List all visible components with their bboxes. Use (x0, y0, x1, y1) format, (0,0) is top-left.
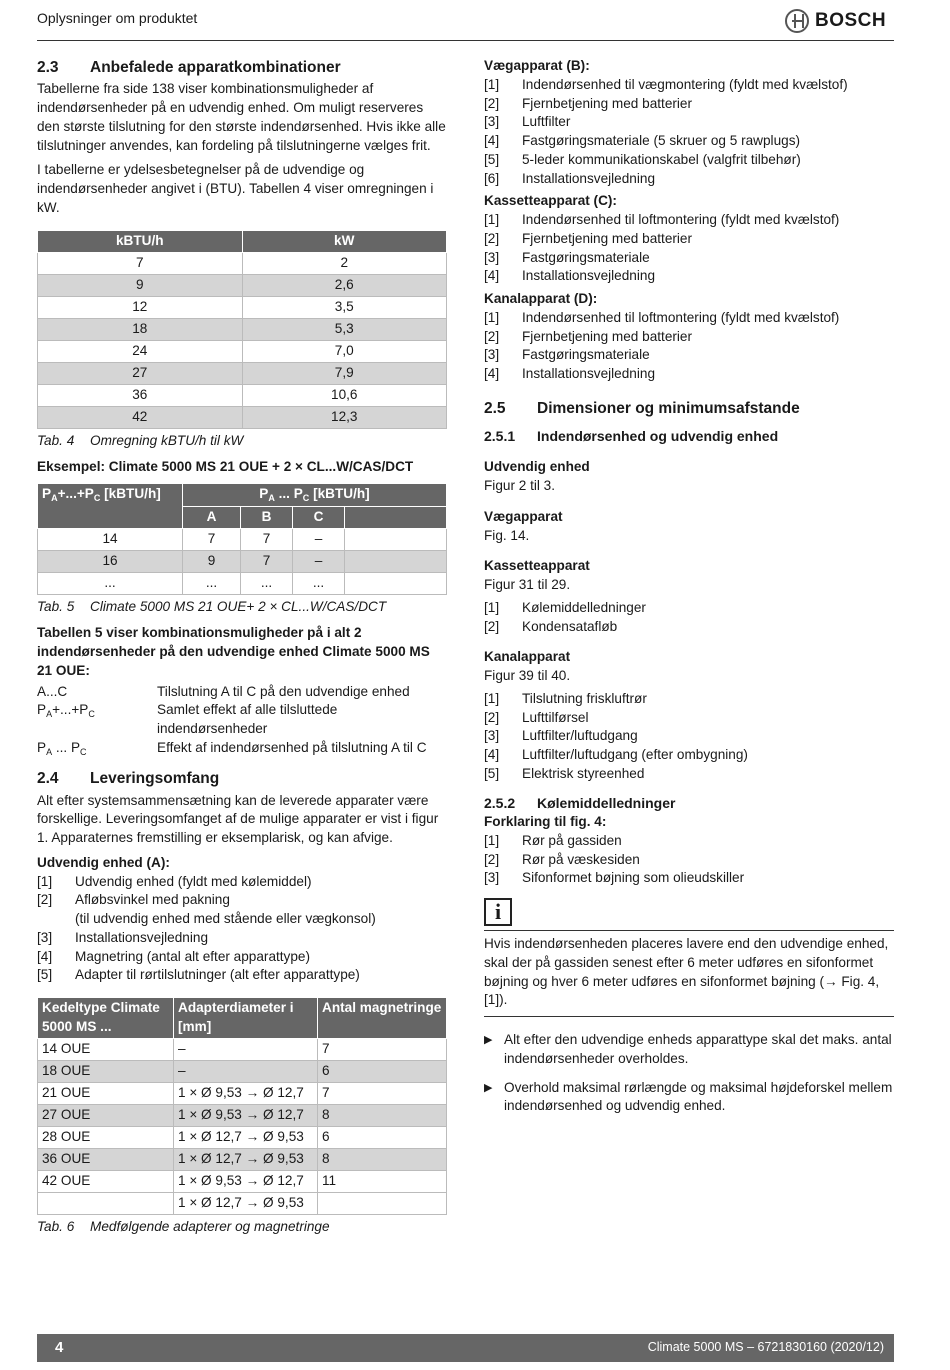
table-6-cell: 21 OUE (38, 1082, 174, 1104)
symbol-definitions (37, 683, 447, 759)
list-item (37, 948, 447, 967)
table-6-cell: 1 × Ø 12,7 → Ø 9,53 (174, 1126, 318, 1148)
table-4-row (38, 384, 447, 406)
table-6-cell: 8 (318, 1148, 447, 1170)
list-item (484, 211, 894, 230)
table-4-cell: 42 (38, 406, 243, 428)
list-item (484, 765, 894, 784)
duct-unit-list (484, 309, 894, 384)
list-item-text: Elektrisk styreenhed (522, 765, 645, 781)
info-rule (484, 930, 894, 931)
cassette-dim-heading: Kassetteapparat (484, 558, 590, 574)
table-5-row (38, 572, 447, 594)
list-item (484, 170, 894, 189)
definition-row: $P_A+...+P_C$ Samlet effekt af alle tilsluttede indendørsenheder (37, 702, 338, 737)
list-item-text: Rør på væskesiden (522, 851, 640, 867)
table-4-header: kBTU/h (38, 230, 243, 252)
example-heading: Eksempel: Climate 5000 MS 21 OUE + 2 × CL...W/CAS/DCT (37, 459, 414, 475)
outdoor-dim-heading: Udvendig enhed (484, 459, 590, 475)
cassette-dim-text: Figur 31 til 29. (484, 577, 571, 593)
list-item-text: Indendørsenhed til loftmontering (fyldt med kvælstof) (522, 309, 840, 325)
instruction-bullet (484, 1031, 894, 1069)
table-4-cell: 2 (242, 252, 447, 274)
list-item (484, 132, 894, 151)
table-4-header: kW (242, 230, 447, 252)
table-6-cell: 18 OUE (38, 1060, 174, 1082)
duct-unit-heading: Kanalapparat (D): (484, 291, 598, 306)
list-item-text: Installationsvejledning (75, 929, 209, 945)
bosch-logo (785, 8, 886, 34)
duct-dim-heading: Kanalapparat (484, 649, 571, 665)
outdoor-unit-heading: Udvendig enhed (A): (37, 854, 170, 870)
left-column (37, 57, 447, 1244)
table-4-row (38, 406, 447, 428)
outdoor-dim-text: Figur 2 til 3. (484, 478, 556, 494)
list-item-text: Kølemiddelledninger (522, 599, 646, 615)
section-2-5-2-heading: 2.5.2 Kølemiddelledninger (484, 794, 676, 811)
table-6-cell (38, 1192, 174, 1214)
section-2-3-heading: 2.3 Anbefalede apparatkombinationer (37, 59, 341, 76)
list-item (484, 709, 894, 728)
list-item-number: [2] (484, 709, 500, 725)
table-4-cell: 18 (38, 318, 243, 340)
outdoor-unit-list (37, 873, 447, 986)
list-item-text: Fjernbetjening med batterier (522, 328, 693, 344)
table-5-sub-header: A (183, 506, 241, 528)
table-6-row (38, 1192, 447, 1214)
list-item (484, 309, 894, 328)
list-item-text: Udvendig enhed (fyldt med kølemiddel) (75, 873, 312, 889)
table-4-cell: 12 (38, 296, 243, 318)
table-6-cell: 6 (318, 1060, 447, 1082)
section-2-4-heading: 2.4 Leveringsomfang (37, 770, 220, 788)
table-6-row (38, 1126, 447, 1148)
table-6-cell: 1 × Ø 9,53 → Ø 12,7 (174, 1170, 318, 1192)
list-item-text: Installationsvejledning (522, 366, 656, 381)
table-6-cell: 6 (318, 1126, 447, 1148)
table-4-row (38, 274, 447, 296)
table-6 (37, 997, 447, 1215)
table-5-cell: 7 (183, 528, 241, 550)
list-item (484, 151, 894, 170)
table-4-row (38, 362, 447, 384)
table-6-row (38, 1038, 447, 1060)
list-item (484, 727, 894, 746)
table-6-cell: 36 OUE (38, 1148, 174, 1170)
list-item-text: Luftfilter (522, 114, 571, 130)
wall-dim-heading: Vægapparat (484, 508, 563, 524)
list-item (484, 618, 894, 637)
list-item (484, 249, 894, 268)
table-6-cell: 42 OUE (38, 1170, 174, 1192)
table-6-cell: 7 (318, 1038, 447, 1060)
table-6-row (38, 1082, 447, 1104)
list-item-number: [3] (484, 728, 500, 744)
list-item-text: Sifonformet bøjning som olieudskiller (522, 870, 745, 886)
list-item-text: Indendørsenhed til loftmontering (fyldt med kvælstof) (522, 212, 840, 227)
table-5-row (38, 528, 447, 550)
list-item-text: Luftfilter/luftudgang (522, 728, 638, 744)
header-section-title: Oplysninger om produktet (37, 10, 198, 26)
table-6-header: Kedeltype Climate 5000 MS ... (38, 998, 174, 1039)
table-5-cell: ... (241, 572, 293, 594)
table-5-cell: 9 (183, 550, 241, 572)
table-5-cell: ... (293, 572, 345, 594)
table-6-header: Adapterdiameter i [mm] (174, 998, 318, 1039)
table-5-cell (345, 550, 447, 572)
table-6-cell: 1 × Ø 12,7 → Ø 9,53 (174, 1192, 318, 1214)
list-item (484, 869, 894, 888)
legend-list (484, 832, 894, 888)
list-item-text: Rør på gassiden (522, 832, 622, 848)
list-item (37, 966, 447, 985)
triangle-bullet-icon: ▶ (484, 1034, 493, 1046)
section-2-3-paragraph-1: Tabellerne fra side 138 viser kombinationsmuligheder af indendørsenheder på en udvendig enhed. Om muligt reserveres den største tilslutning for den største indendørsenhed. Hvis ikke alle tilslutninger anvendes, kan fordeling på tilslutningerne vælges frit. (37, 81, 446, 153)
table-5-sub-header: B (241, 506, 293, 528)
table-4-cell: 27 (38, 362, 243, 384)
list-item-number: [1] (484, 309, 500, 325)
table-6-cell (318, 1192, 447, 1214)
table-4-cell: 36 (38, 384, 243, 406)
list-item (484, 346, 894, 365)
wall-unit-heading: Vægapparat (B): (484, 58, 590, 73)
list-item-text: Indendørsenhed til vægmontering (fyldt med kvælstof) (522, 76, 848, 92)
list-item-text: (til udvendig enhed med stående eller vægkonsol) (75, 911, 376, 927)
table-6-header: Antal magnetringe (318, 998, 447, 1039)
list-item (37, 873, 447, 892)
list-item-number: [4] (484, 133, 500, 148)
right-column (484, 57, 894, 1116)
instruction-text: Alt efter den udvendige enheds apparattype skal det maks. antal indendørsenheder overholdes. (504, 1032, 892, 1066)
table-5-sub-header: C (293, 506, 345, 528)
page-footer (37, 1334, 894, 1362)
table-5-cell: ... (183, 572, 241, 594)
table-4-cell: 24 (38, 340, 243, 362)
legend-heading: Forklaring til fig. 4: (484, 814, 607, 829)
info-text: Hvis indendørsenheden placeres lavere end den udvendige enhed, skal der på gassiden senest efter 6 meter udføres en sifonformet bøjning og hver 6 meter udføres en sifonformet bøjning (→ Fig. 4, [1]). (484, 936, 889, 1008)
list-item-number: [4] (37, 948, 53, 964)
table-4-row (38, 296, 447, 318)
table-4-cell: 3,5 (242, 296, 447, 318)
table-6-cell: 8 (318, 1104, 447, 1126)
table-4-cell: 5,3 (242, 318, 447, 340)
table-6-cell: – (174, 1038, 318, 1060)
table-6-caption: Tab. 6 Medfølgende adapterer og magnetringe (37, 1218, 330, 1234)
list-item (37, 891, 447, 910)
list-item (484, 690, 894, 709)
list-item-text: Fjernbetjening med batterier (522, 95, 693, 111)
list-item-number: [5] (484, 765, 500, 781)
list-item (484, 599, 894, 618)
table-6-cell: 11 (318, 1170, 447, 1192)
list-item (484, 832, 894, 851)
list-item-text: Fastgøringsmateriale (522, 249, 650, 265)
list-item-number: [2] (484, 328, 500, 344)
table-5-cell: 7 (241, 550, 293, 572)
table-5-description-heading: Tabellen 5 viser kombinationsmuligheder på i alt 2 indendørsenheder på den udvendige enhed Climate 5000 MS 21 OUE: (37, 625, 430, 678)
info-notice (484, 898, 894, 1017)
list-item-number: [2] (484, 851, 500, 867)
table-4-cell: 7,9 (242, 362, 447, 384)
list-item-number: [3] (484, 114, 500, 130)
list-item-text: Fastgøringsmateriale (522, 347, 650, 363)
table-4-row (38, 340, 447, 362)
list-item-text: Installationsvejledning (522, 170, 656, 186)
list-item-number: [1] (484, 212, 500, 227)
list-item (484, 328, 894, 347)
list-item-text: Fjernbetjening med batterier (522, 230, 693, 246)
list-item-number: [5] (484, 151, 500, 167)
list-item-number: [1] (484, 832, 500, 848)
list-item-number: [1] (484, 76, 500, 92)
brand-name: BOSCH (815, 10, 887, 31)
definition-row: A...C Tilslutning A til C på den udvendige enhed (37, 683, 410, 699)
table-6-row (38, 1148, 447, 1170)
table-5-cell (345, 572, 447, 594)
list-item-number: [6] (484, 170, 500, 186)
table-5-cell: ... (38, 572, 183, 594)
table-5-range-header: $P_A$ ... $P_C$ [kBTU/h] (183, 484, 447, 506)
list-item (37, 910, 447, 929)
table-5-cell: 14 (38, 528, 183, 550)
table-6-cell: 28 OUE (38, 1126, 174, 1148)
table-6-row (38, 1060, 447, 1082)
list-item-number: [4] (484, 268, 500, 284)
table-4-cell: 10,6 (242, 384, 447, 406)
list-item-text: 5-leder kommunikationskabel (valgfrit tilbehør) (522, 151, 801, 167)
table-4-caption: Tab. 4 Omregning kBTU/h til kW (37, 432, 244, 448)
page-number: 4 (55, 1338, 64, 1356)
section-2-4-paragraph: Alt efter systemsammensætning kan de leverede apparater være forskellige. Leveringsomfanget af de mulige apparater er vist i figur 1. Apparaternes fremstilling er eksemplarisk, og kan afvige. (37, 792, 439, 846)
table-5-sum-header: $P_A+...+P_C$ [kBTU/h] (38, 484, 183, 528)
wall-dim-text: Fig. 14. (484, 527, 530, 543)
table-6-cell: 1 × Ø 9,53 → Ø 12,7 (174, 1082, 318, 1104)
list-item-number: [3] (37, 929, 53, 945)
triangle-bullet-icon: ▶ (484, 1081, 493, 1094)
table-6-cell: 1 × Ø 12,7 → Ø 9,53 (174, 1148, 318, 1170)
instruction-text: Overhold maksimal rørlængde og maksimal højdeforskel mellem indendørsenhed og udvendig enhed. (504, 1079, 893, 1114)
table-6-cell: 27 OUE (38, 1104, 174, 1126)
table-4-row (38, 318, 447, 340)
list-item-number: [1] (484, 599, 500, 615)
duct-dim-text: Figur 39 til 40. (484, 668, 571, 684)
list-item (484, 851, 894, 870)
table-4-cell: 7,0 (242, 340, 447, 362)
list-item-text: Tilslutning friskluftrør (522, 690, 647, 706)
list-item-number: [3] (484, 870, 500, 886)
table-5-cell: – (293, 528, 345, 550)
list-item-text: Adapter til rørtilslutninger (alt efter apparattype) (75, 967, 360, 983)
list-item (484, 267, 894, 286)
table-5-cell: 16 (38, 550, 183, 572)
list-item-number: [2] (37, 892, 53, 908)
list-item (484, 230, 894, 249)
section-2-5-heading: 2.5 Dimensioner og minimumsafstande (484, 399, 800, 417)
list-item-number: [4] (484, 366, 500, 381)
list-item-number: [5] (37, 967, 53, 983)
list-item (484, 365, 894, 384)
table-6-row (38, 1104, 447, 1126)
table-5-row (38, 550, 447, 572)
table-4 (37, 230, 447, 429)
list-item-text: Fastgøringsmateriale (5 skruer og 5 rawplugs) (522, 133, 801, 148)
table-5-cell: 7 (241, 528, 293, 550)
list-item-number: [1] (37, 873, 53, 889)
list-item (484, 113, 894, 132)
cassette-dim-list (484, 599, 894, 637)
table-5-cell: – (293, 550, 345, 572)
list-item-number: [3] (484, 249, 500, 265)
table-5-cell (345, 528, 447, 550)
list-item-number: [4] (484, 747, 500, 763)
list-item-number: [3] (484, 347, 500, 363)
list-item-text: Luftfilter/luftudgang (efter ombygning) (522, 747, 748, 763)
list-item-number (37, 910, 75, 929)
list-item-text: Afløbsvinkel med pakning (75, 892, 230, 908)
bosch-armature-icon (785, 9, 809, 33)
table-6-cell: – (174, 1060, 318, 1082)
list-item-number: [2] (484, 230, 500, 246)
section-2-5-1-heading: 2.5.1 Indendørsenhed og udvendig enhed (484, 428, 779, 445)
list-item-number: [2] (484, 618, 500, 634)
table-4-cell: 2,6 (242, 274, 447, 296)
table-6-cell: 14 OUE (38, 1038, 174, 1060)
duct-dim-list (484, 690, 894, 784)
header-rule (37, 40, 894, 41)
table-5-sub-header-empty (345, 506, 447, 528)
list-item-text: Lufttilførsel (522, 709, 589, 725)
definition-row: $P_A$ ... $P_C$ Effekt af indendørsenhed på tilslutning A til C (37, 739, 427, 757)
table-5-caption: Tab. 5 Climate 5000 MS 21 OUE+ 2 × CL...W/CAS/DCT (37, 598, 387, 614)
section-2-3-paragraph-2: I tabellerne er ydelsesbetegnelser på de udvendige og indendørsenheder angivet i (BTU). Tabellen 4 viser omregningen i kW. (37, 162, 434, 215)
document-id: Climate 5000 MS – 6721830160 (2020/12) (647, 1340, 884, 1355)
info-icon: i (484, 898, 512, 926)
list-item-text: Kondensatafløb (522, 618, 618, 634)
table-5 (37, 483, 447, 594)
list-item-text: Magnetring (antal alt efter apparattype) (75, 948, 311, 964)
list-item (484, 76, 894, 95)
list-item-text: Installationsvejledning (522, 268, 656, 284)
table-4-cell: 7 (38, 252, 243, 274)
table-4-cell: 9 (38, 274, 243, 296)
list-item (484, 95, 894, 114)
list-item (484, 746, 894, 765)
table-6-cell: 1 × Ø 9,53 → Ø 12,7 (174, 1104, 318, 1126)
list-item (37, 929, 447, 948)
table-6-row (38, 1170, 447, 1192)
cassette-unit-heading: Kassetteapparat (C): (484, 193, 617, 209)
cassette-unit-list (484, 211, 894, 286)
list-item-number: [1] (484, 690, 500, 706)
wall-unit-list (484, 76, 894, 189)
list-item-number: [2] (484, 95, 500, 111)
instruction-bullet (484, 1079, 894, 1117)
table-6-cell: 7 (318, 1082, 447, 1104)
table-4-row (38, 252, 447, 274)
table-4-cell: 12,3 (242, 406, 447, 428)
